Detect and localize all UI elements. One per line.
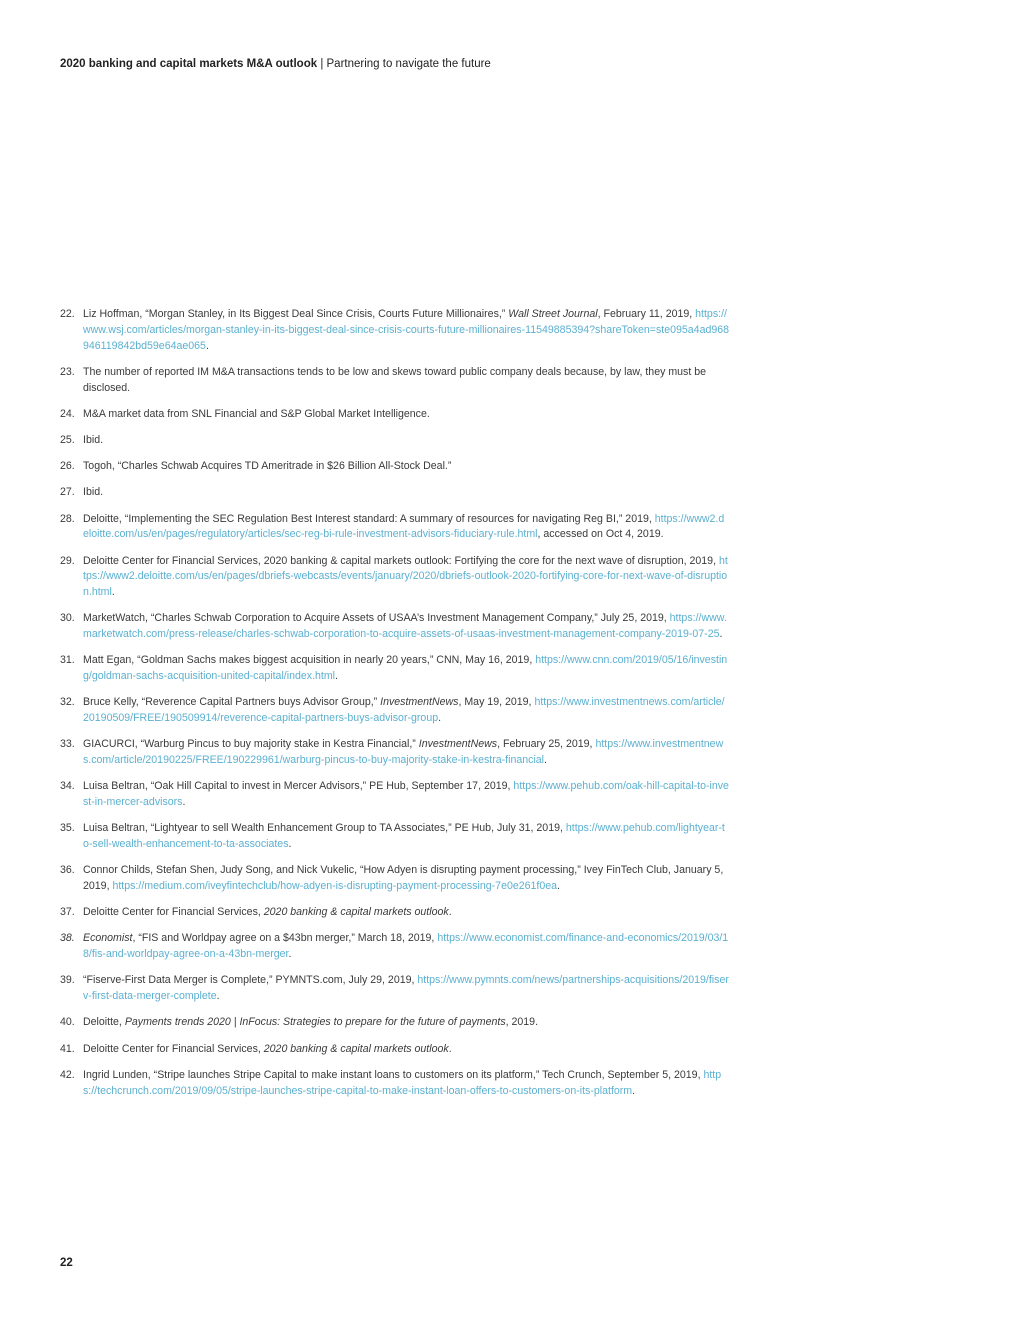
endnote-text: [83, 612, 727, 640]
endnote-item: [60, 485, 730, 501]
endnote-number: 38.: [60, 932, 75, 945]
endnote-text-segment: .: [448, 1042, 452, 1055]
endnote-text: [83, 486, 103, 498]
endnote-text-segment: Deloitte, “Implementing the SEC Regulation Best Interest standard: A summary of resources for navigating Reg BI,” 2019,: [83, 512, 655, 525]
endnote-number: 40.: [60, 1016, 75, 1029]
endnote-number: 29.: [60, 554, 75, 567]
endnote-text-segment: .: [288, 838, 292, 850]
endnote-text-segment: The number of reported IM M&A transactions tends to be low and skews toward public company deals because, by law, they must be disclosed.: [83, 365, 707, 394]
endnote-italic-text: InvestmentNews: [418, 738, 498, 751]
endnote-text-segment: Deloitte,: [83, 1016, 125, 1029]
endnote-item: [60, 433, 730, 449]
endnote-text-segment: Deloitte Center for Financial Services, 2020 banking & capital markets outlook: Fortifying the core for the next wave of disruption, 2019,: [83, 554, 719, 567]
endnote-text-segment: Ingrid Lunden, “Stripe launches Stripe Capital to make instant loans to customers on its platform,” Tech Crunch, September 5, 2019,: [83, 1068, 704, 1081]
endnote-number: 41.: [60, 1042, 75, 1055]
endnote-text-segment: , 2019.: [505, 1016, 539, 1029]
endnote-text: [83, 434, 103, 446]
endnote-link[interactable]: https://www.investmentnews.com/article/20190509/FREE/190509914/reverence-capital-partners-buys-advisor-group: [83, 696, 725, 725]
endnote-item: [60, 737, 730, 769]
endnote-link[interactable]: https://www2.deloitte.com/us/en/pages/regulatory/articles/sec-reg-bi-rule-investment-advisors-fiduciary-rule.html: [83, 512, 725, 541]
page-number: 22: [60, 1257, 73, 1269]
endnote-text-segment: .: [632, 1084, 636, 1097]
endnote-text: [83, 822, 725, 850]
endnote-text-segment: .: [448, 906, 452, 919]
endnote-item: [60, 1042, 730, 1058]
endnote-link[interactable]: https://www2.deloitte.com/us/en/pages/dbriefs-webcasts/events/january/2020/dbriefs-outlook-2020-fortifying-core-for-next-wave-of-disruption.html: [83, 554, 728, 599]
endnote-number: 32.: [60, 696, 75, 709]
endnote-number: 28.: [60, 512, 75, 525]
endnote-item: [60, 307, 730, 354]
endnote-number: 37.: [60, 906, 75, 919]
endnote-text-segment: Liz Hoffman, “Morgan Stanley, in Its Biggest Deal Since Crisis, Courts Future Millionaires,”: [83, 308, 509, 320]
endnote-text-segment: , “FIS and Worldpay agree on a $43bn merger,” March 18, 2019,: [132, 932, 438, 945]
endnote-item: [60, 459, 730, 475]
endnote-italic-text: Wall Street Journal: [508, 308, 598, 320]
endnote-item: [60, 931, 730, 963]
endnote-text-segment: “Fiserve-First Data Merger is Complete,” PYMNTS.com, July 29, 2019,: [83, 974, 418, 987]
endnote-number: 34.: [60, 780, 75, 793]
endnote-text-segment: .: [438, 712, 442, 725]
endnote-text-segment: , February 25, 2019,: [497, 738, 596, 751]
endnote-link[interactable]: https://techcrunch.com/2019/09/05/stripe-launches-stripe-capital-to-make-instant-loan-offers-to-customers-on-its-platform: [83, 1068, 722, 1097]
endnote-link[interactable]: https://www.marketwatch.com/press-release/charles-schwab-corporation-to-acquire-assets-of-usaas-investment-management-company-2019-07-25: [83, 612, 727, 641]
endnote-text: [83, 696, 725, 724]
endnote-text: [83, 1043, 452, 1055]
endnote-text-segment: Luisa Beltran, “Lightyear to sell Wealth Enhancement Group to TA Associates,” PE Hub, July 31, 2019,: [83, 822, 566, 835]
endnote-number: 36.: [60, 864, 75, 877]
endnote-link[interactable]: https://medium.com/iveyfintechclub/how-adyen-is-disrupting-payment-processing-7e0e261f0ea: [112, 879, 558, 892]
endnote-text: [83, 408, 430, 420]
endnote-text: [83, 654, 727, 682]
endnotes-list: [60, 307, 730, 1110]
endnote-item: [60, 905, 730, 921]
endnote-item: [60, 695, 730, 727]
endnote-text-segment: .: [182, 796, 186, 809]
endnote-text: [83, 738, 723, 766]
endnote-number: 24.: [60, 407, 75, 420]
endnote-item: [60, 407, 730, 423]
endnote-item: [60, 512, 730, 544]
endnote-link[interactable]: https://www.economist.com/finance-and-economics/2019/03/18/fis-and-worldpay-agree-on-a-43bn-merger: [83, 932, 729, 961]
endnote-italic-text: InvestmentNews: [380, 696, 459, 709]
endnote-text-segment: Bruce Kelly, “Reverence Capital Partners buys Advisor Group,”: [83, 696, 381, 709]
endnote-item: [60, 1015, 730, 1031]
endnote-text: [83, 906, 452, 918]
endnote-item: [60, 973, 730, 1005]
endnote-item: [60, 365, 730, 397]
endnote-text-segment: , accessed on Oct 4, 2019.: [537, 528, 664, 541]
endnote-text-segment: .: [335, 670, 338, 683]
endnote-number: 22.: [60, 308, 75, 320]
endnote-text-segment: M&A market data from SNL Financial and S&P Global Market Intelligence.: [83, 407, 430, 420]
endnote-item: [60, 653, 730, 685]
header-separator: |: [317, 58, 327, 70]
endnote-number: 26.: [60, 460, 75, 473]
page-header: [60, 58, 491, 70]
endnote-italic-text: 2020 banking & capital markets outlook: [263, 1042, 449, 1055]
endnote-text-segment: .: [205, 339, 209, 352]
endnote-item: [60, 821, 730, 853]
endnote-number: 23.: [60, 365, 75, 378]
endnote-text-segment: Ibid.: [83, 486, 104, 499]
endnote-text: [83, 780, 729, 808]
endnote-link[interactable]: https://www.cnn.com/2019/05/16/investing/goldman-sachs-acquisition-united-capital/index.html: [83, 654, 728, 683]
endnote-text-segment: .: [544, 754, 547, 767]
endnote-text-segment: .: [557, 879, 560, 892]
endnote-number: 39.: [60, 974, 75, 987]
endnote-italic-text: Economist: [83, 932, 133, 945]
endnote-number: 31.: [60, 654, 75, 667]
document-title: 2020 banking and capital markets M&A outlook: [60, 58, 318, 70]
endnote-text: [83, 1069, 721, 1097]
endnote-text-segment: GIACURCI, “Warburg Pincus to buy majority stake in Kestra Financial,”: [83, 738, 419, 751]
endnote-link[interactable]: https://www.pymnts.com/news/partnerships-acquisitions/2019/fiserv-first-data-merger-complete: [83, 974, 729, 1003]
endnote-text-segment: .: [288, 948, 292, 961]
endnote-text: [83, 308, 729, 352]
endnote-number: 42.: [60, 1068, 75, 1081]
endnote-text-segment: Luisa Beltran, “Oak Hill Capital to invest in Mercer Advisors,” PE Hub, September 17, 2019,: [83, 780, 514, 793]
endnote-text: [83, 1016, 538, 1028]
endnote-italic-text: Payments trends 2020 | InFocus: Strategies to prepare for the future of payments: [124, 1016, 506, 1029]
endnote-item: [60, 1068, 730, 1100]
endnote-italic-text: 2020 banking & capital markets outlook: [263, 906, 449, 919]
endnote-text-segment: .: [111, 586, 115, 599]
endnote-item: [60, 554, 730, 601]
endnote-number: 30.: [60, 612, 75, 625]
endnote-link[interactable]: https://www.pehub.com/lightyear-to-sell-wealth-enhancement-to-ta-associates: [83, 822, 725, 850]
endnote-text: [83, 974, 729, 1002]
endnote-text-segment: Matt Egan, “Goldman Sachs makes biggest acquisition in nearly 20 years,” CNN, May 16, 2019,: [83, 654, 536, 667]
endnote-text-segment: .: [216, 990, 220, 1003]
endnote-number: 25.: [60, 433, 75, 446]
endnote-text-segment: .: [719, 628, 723, 641]
endnote-text: [83, 932, 728, 960]
endnote-text: [83, 366, 706, 394]
endnote-link[interactable]: https://www.wsj.com/articles/morgan-stanley-in-its-biggest-deal-since-crisis-courts-future-millionaires-11549885394?shareToken=ste095a4ad968946119842bd59e64ae065: [83, 308, 730, 352]
endnote-item: [60, 611, 730, 643]
endnote-link[interactable]: https://www.pehub.com/oak-hill-capital-to-invest-in-mercer-advisors: [83, 780, 729, 809]
document-subtitle: Partnering to navigate the future: [326, 58, 491, 70]
endnote-item: [60, 863, 730, 895]
endnote-text-segment: Togoh, “Charles Schwab Acquires TD Ameritrade in $26 Billion All-Stock Deal.”: [83, 460, 452, 473]
endnote-text-segment: Deloitte Center for Financial Services,: [83, 906, 264, 919]
endnote-text-segment: Ibid.: [83, 433, 104, 446]
endnote-item: [60, 779, 730, 811]
endnote-number: 27.: [60, 486, 75, 499]
endnote-text-segment: , February 11, 2019,: [597, 308, 696, 320]
endnote-text-segment: MarketWatch, “Charles Schwab Corporation to Acquire Assets of USAA’s Investment Management Company,” July 25, 2019,: [83, 612, 670, 625]
endnote-number: 35.: [60, 822, 75, 835]
endnote-text-segment: Deloitte Center for Financial Services,: [83, 1042, 264, 1055]
endnote-text: [83, 460, 451, 472]
endnote-text-segment: Connor Childs, Stefan Shen, Judy Song, and Nick Vukelic, “How Adyen is disrupting payment processing,” Ivey FinTech Club, January 5, 2019,: [83, 864, 724, 892]
endnote-text-segment: , May 19, 2019,: [458, 696, 535, 709]
endnote-link[interactable]: https://www.investmentnews.com/article/20190225/FREE/190229961/warburg-pincus-to-buy-majority-stake-in-kestra-financial: [83, 738, 724, 767]
endnote-text: [83, 513, 724, 541]
endnote-number: 33.: [60, 738, 75, 751]
endnote-text: [83, 555, 728, 599]
endnote-text: [83, 864, 723, 892]
